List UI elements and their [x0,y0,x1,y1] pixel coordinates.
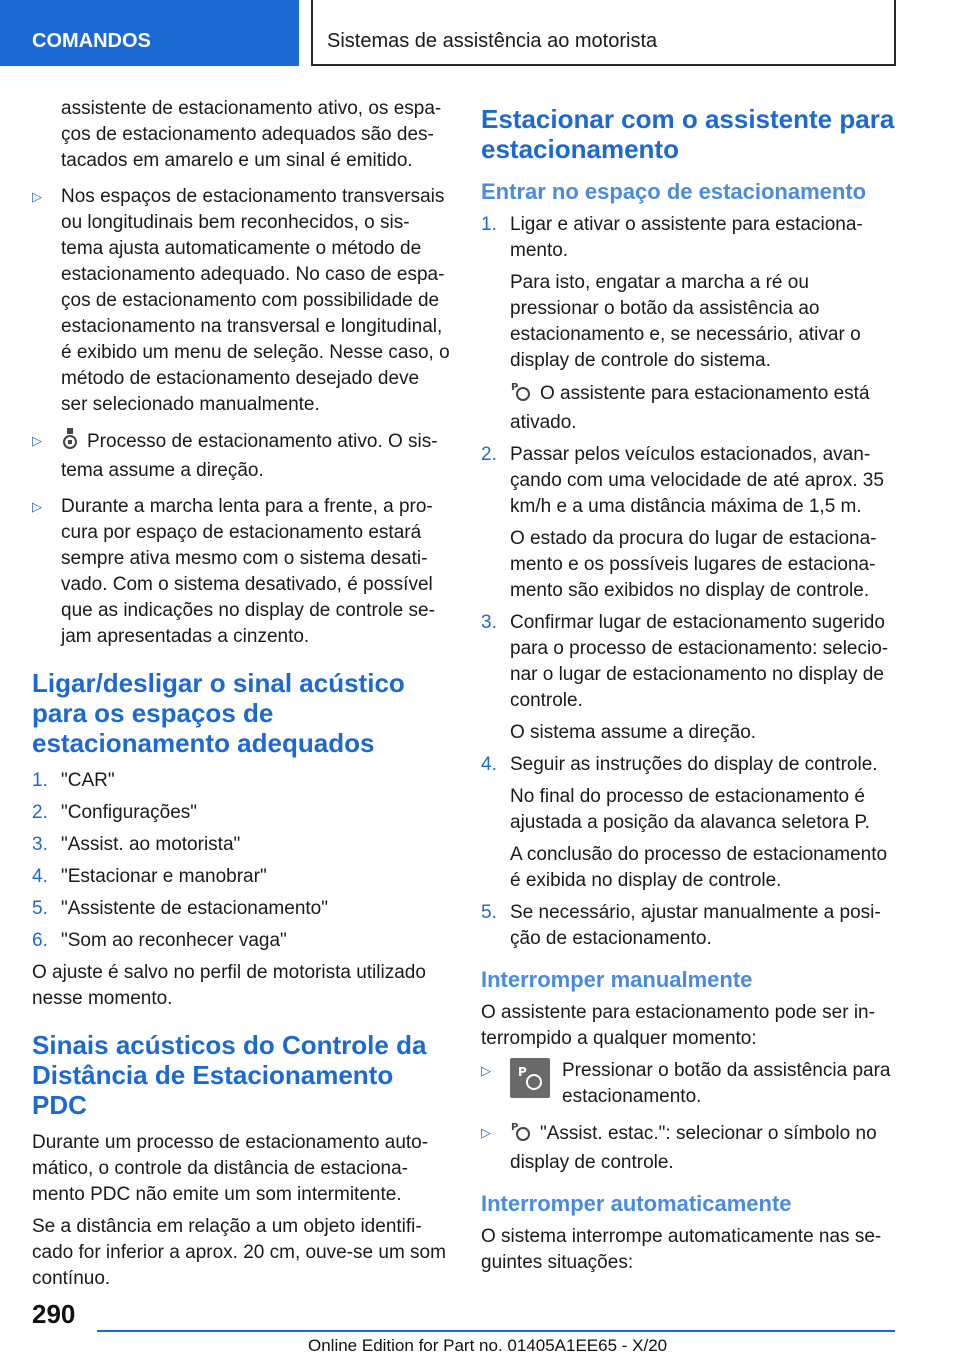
step-detail: P O assistente para estacionamento está ativado. [510,382,870,433]
bullet-marker-icon: ▷ [481,1125,491,1140]
chapter-title: Sistemas de assistência ao motorista [311,0,896,66]
section-tab: COMANDOS [0,0,299,66]
menu-step: 4. "Estacionar e manobrar" [32,866,267,887]
bullet-marker-icon: ▷ [481,1063,491,1078]
manual-stop-paragraph: O assistente para estacionamento pode ser in-terrompido a qualquer momento: [481,1002,875,1049]
park-assist-button-icon [510,1058,550,1098]
setting-saved-paragraph: O ajuste é salvo no perfil de motorista utilizado nesse momento. [32,962,426,1009]
pdc-paragraph-1: Durante um processo de estacionamento auto-mático, o controle da distância de estaciona-mento PDC não emite um som intermitente. [32,1132,429,1205]
procedure-step: 2. Passar pelos veículos estacionados, avan-çando com uma velocidade de até aprox. 35 km/h e a uma distância máxima de 1,5 m. [481,444,884,517]
bullet-item: ▷ P "Assist. estac.": selecionar o símbolo no display de controle. [481,1122,877,1173]
step-detail: O estado da procura do lugar de estaciona-mento e os possíveis lugares de estaciona-mento são exibidos no display de controle. [510,528,877,601]
menu-step: 5. "Assistente de estacionamento" [32,898,328,919]
bullet-item: ▷ Nos espaços de estacionamento transversais ou longitudinais bem reconhecidos, o sis-tema ajusta automaticamente o método de estacionamento adequado. No caso de espa-ços de estacionamento com possibilidade de estacionamento na transversal e longitudinal, é exibido um menu de seleção. Nesse caso, o método de estacionamento desejado deve ser selecionado manualmente. [32,186,450,415]
heading-sound-signal: Ligar/desligar o sinal acústico para os espaços de estacionamento adequados [32,668,405,758]
step-detail: Para isto, engatar a marcha a ré ou pressionar o botão da assistência ao estacionamento e, se necessário, ativar o display de controle do sistema. [510,272,861,371]
page-number: 290 [32,1299,76,1329]
menu-step: 6. "Som ao reconhecer vaga" [32,930,287,951]
auto-stop-paragraph: O sistema interrompe automaticamente nas se-guintes situações: [481,1226,882,1273]
intro-paragraph: assistente de estacionamento ativo, os espa-ços de estacionamento adequados são des-tacados em amarelo e um sinal é emitido. [61,98,442,171]
footer-divider [97,1330,895,1332]
step-detail: No final do processo de estacionamento é ajustada a posição da alavanca seletora P. [510,786,870,833]
left-column [32,96,450,1298]
bullet-marker-icon: ▷ [32,189,42,204]
procedure-step: 1. Ligar e ativar o assistente para estaciona-mento. [481,214,863,261]
menu-step: 2. "Configurações" [32,802,198,823]
heading-park-assist: Estacionar com o assistente para estacionamento [481,104,895,164]
procedure-step: 3. Confirmar lugar de estacionamento sugerido para o processo de estacionamento: selecio-nar o lugar de estacionamento no display de controle. [481,612,889,711]
bullet-marker-icon: ▷ [32,433,42,448]
svg-text:P: P [511,1122,519,1133]
procedure-step: 4. Seguir as instruções do display de controle. [481,754,878,775]
heading-auto-stop: Interromper automaticamente [481,1191,792,1216]
bullet-marker-icon: ▷ [32,499,42,514]
heading-enter-space: Entrar no espaço de estacionamento [481,179,867,204]
menu-step: 1. "CAR" [32,770,115,791]
bullet-item: ▷ Processo de estacionamento ativo. O sis-tema assume a direção. [32,428,450,484]
footer-edition: Online Edition for Part no. 01405A1EE65 - X/20 [308,1336,668,1355]
svg-text:P: P [518,1065,527,1079]
pdc-paragraph-2: Se a distância em relação a um objeto identifi-cado for inferior a aprox. 20 cm, ouve-se um som contínuo. [32,1216,446,1289]
park-assist-icon [510,380,532,410]
step-detail: A conclusão do processo de estacionamento é exibida no display de controle. [510,844,888,891]
park-assist-icon [510,1120,532,1150]
procedure-step: 5. Se necessário, ajustar manualmente a posi-ção de estacionamento. [481,902,881,949]
right-column [481,96,899,1282]
bullet-item: ▷ Durante a marcha lenta para a frente, a pro-cura por espaço de estacionamento estará sempre ativa mesmo com o sistema desati-vado. Com o sistema desativado, é possível que as indicações no display de controle se-jam apresentadas a cinzento. [32,496,435,647]
bullet-item: ▷ P Pressionar o botão da assistência para estacionamento. [481,1060,891,1107]
heading-manual-stop: Interromper manualmente [481,967,753,992]
menu-step: 3. "Assist. ao motorista" [32,834,241,855]
heading-pdc: Sinais acústicos do Controle da Distância de Estacionamento PDC [32,1030,427,1120]
svg-text:P: P [511,382,519,393]
step-detail: O sistema assume a direção. [510,722,757,743]
parking-steering-icon [61,428,79,458]
